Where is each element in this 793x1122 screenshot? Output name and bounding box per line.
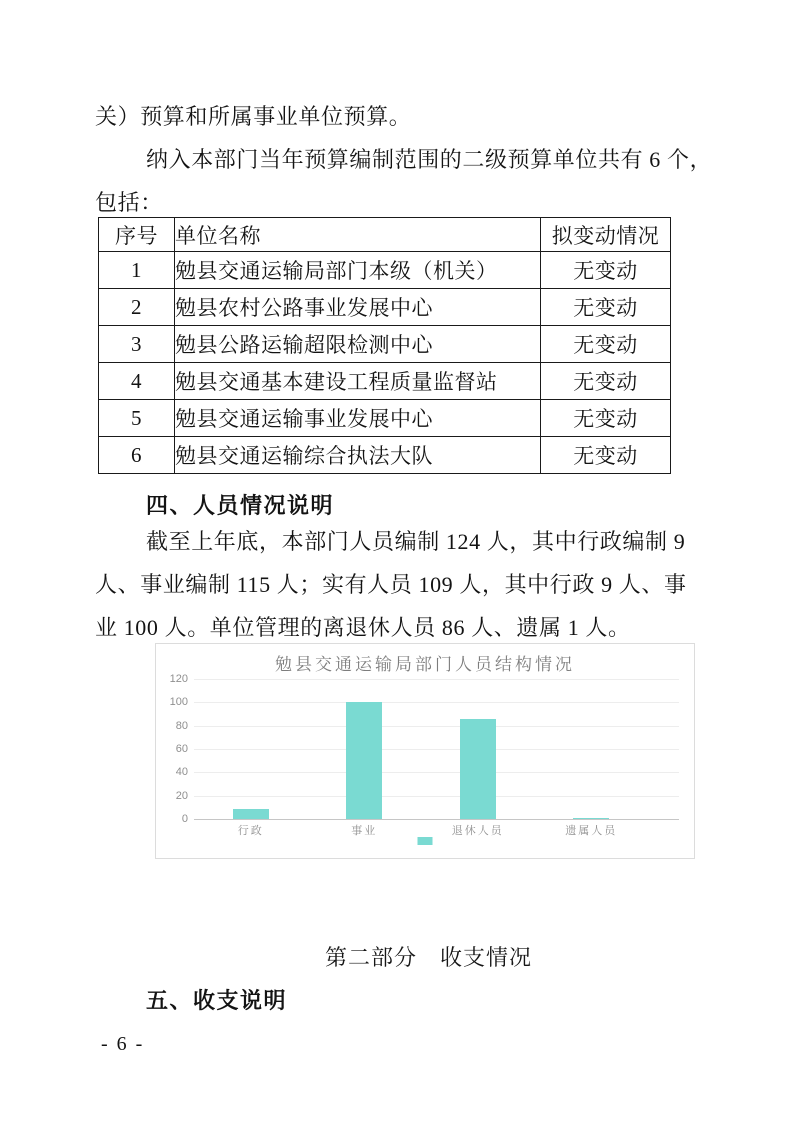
chart-bar-事业 — [346, 702, 382, 819]
personnel-structure-chart — [155, 643, 695, 859]
cell-change: 无变动 — [541, 437, 671, 474]
cell-change: 无变动 — [541, 289, 671, 326]
cell-change: 无变动 — [541, 400, 671, 437]
table-header-row — [99, 218, 671, 252]
chart-x-tick-label: 退休人员 — [451, 825, 504, 837]
table-row — [99, 326, 671, 363]
chart-x-tick-label: 遗属人员 — [565, 825, 618, 837]
cell-index: 1 — [99, 252, 175, 289]
cell-index: 4 — [99, 363, 175, 400]
chart-y-tick-label: 40 — [175, 766, 188, 779]
chart-bar-遗属人员 — [573, 818, 609, 820]
units-table — [98, 217, 671, 474]
cell-change: 无变动 — [541, 252, 671, 289]
chart-x-axis-labels — [194, 822, 648, 838]
chart-gridline — [194, 772, 679, 773]
cell-index: 2 — [99, 289, 175, 326]
chart-gridline — [194, 679, 679, 680]
chart-legend-swatch — [418, 837, 433, 845]
table-row — [99, 289, 671, 326]
cell-unit-name: 勉县交通基本建设工程质量监督站 — [175, 363, 541, 400]
page-number: - 6 - — [101, 1033, 145, 1055]
chart-bar-行政 — [233, 809, 269, 820]
cell-unit-name: 勉县交通运输局部门本级（机关） — [175, 252, 541, 289]
chart-plot — [194, 679, 679, 819]
cell-index: 3 — [99, 326, 175, 363]
part2-heading: 第二部分 收支情况 — [325, 945, 533, 970]
chart-gridline — [194, 796, 679, 797]
cell-index: 5 — [99, 400, 175, 437]
cell-change: 无变动 — [541, 363, 671, 400]
intro-line-2: 纳入本部门当年预算编制范围的二级预算单位共有 6 个， — [146, 147, 713, 172]
cell-change: 无变动 — [541, 326, 671, 363]
table-row — [99, 252, 671, 289]
intro-line-1: 关）预算和所属事业单位预算。 — [95, 104, 412, 129]
chart-gridline — [194, 749, 679, 750]
column-header-unit-name: 单位名称 — [175, 218, 541, 252]
cell-unit-name: 勉县农村公路事业发展中心 — [175, 289, 541, 326]
chart-bar-退休人员 — [460, 719, 496, 819]
personnel-line-1: 截至上年底，本部门人员编制 124 人，其中行政编制 9 — [146, 529, 686, 554]
cell-index: 6 — [99, 437, 175, 474]
intro-line-3: 包括： — [95, 190, 163, 215]
chart-x-tick-label: 事业 — [351, 825, 378, 837]
column-header-change: 拟变动情况 — [541, 218, 671, 252]
personnel-line-2: 人、事业编制 115 人；实有人员 109 人，其中行政 9 人、事 — [95, 572, 687, 597]
cell-unit-name: 勉县交通运输综合执法大队 — [175, 437, 541, 474]
table-row — [99, 363, 671, 400]
chart-y-tick-label: 20 — [175, 789, 188, 802]
table-row — [99, 400, 671, 437]
cell-unit-name: 勉县公路运输超限检测中心 — [175, 326, 541, 363]
table-row — [99, 437, 671, 474]
section-heading-income-expense: 五、收支说明 — [146, 988, 288, 1013]
chart-x-tick-label: 行政 — [237, 825, 264, 837]
personnel-line-3: 业 100 人。单位管理的离退休人员 86 人、遗属 1 人。 — [95, 615, 631, 640]
chart-y-tick-label: 100 — [169, 696, 188, 709]
chart-title: 勉县交通运输局部门人员结构情况 — [275, 655, 575, 674]
chart-y-tick-label: 0 — [181, 813, 188, 825]
chart-gridline — [194, 819, 679, 820]
chart-y-tick-label: 60 — [175, 743, 188, 755]
chart-y-tick-label: 80 — [175, 719, 188, 732]
chart-gridline — [194, 702, 679, 703]
chart-gridline — [194, 726, 679, 727]
column-header-index: 序号 — [99, 218, 175, 252]
section-heading-personnel: 四、人员情况说明 — [146, 493, 335, 518]
cell-unit-name: 勉县交通运输事业发展中心 — [175, 400, 541, 437]
chart-y-tick-label: 120 — [169, 673, 188, 685]
